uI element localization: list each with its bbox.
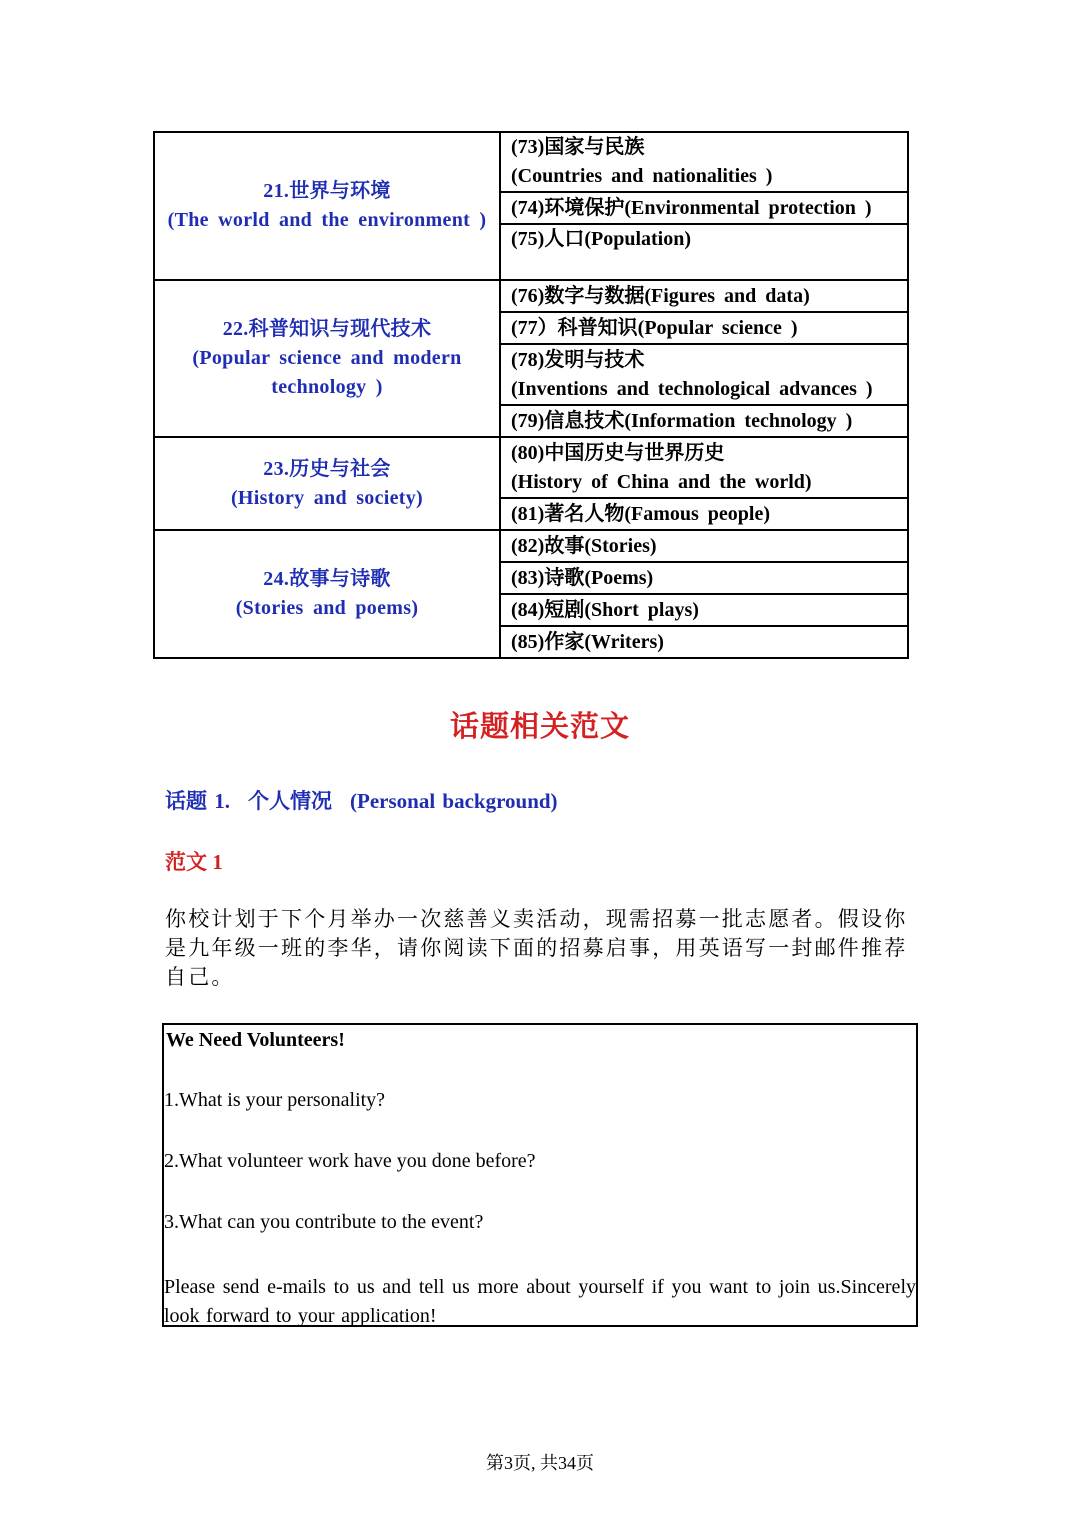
notice-question: 3.What can you contribute to the event?	[164, 1211, 484, 1233]
sub-topic-cell	[500, 224, 908, 280]
main-topic-en: (History and society)	[230, 486, 424, 509]
topic-table-row	[154, 280, 908, 312]
sub-topic-line: (84)短剧(Short plays)	[511, 598, 699, 621]
sub-topic-line: (77）科普知识(Popular science )	[511, 316, 798, 339]
page-heading: 话题相关范文	[449, 711, 630, 743]
sub-topic-line: (History of China and the world)	[511, 470, 812, 493]
sub-topic-cell	[500, 344, 908, 405]
sub-topic-line: (85)作家(Writers)	[511, 630, 664, 653]
notice-question: 1.What is your personality?	[164, 1089, 386, 1111]
sub-topic-line: (76)数字与数据(Figures and data)	[511, 284, 810, 307]
sub-topic-cell	[500, 626, 908, 658]
sub-topic-cell	[500, 498, 908, 530]
sub-topic-cell	[500, 437, 908, 498]
sub-topic-line: (74)环境保护(Environmental protection )	[511, 196, 872, 219]
sub-topic-line: (Inventions and technological advances )	[511, 377, 873, 400]
sample-heading: 范文 1	[165, 850, 223, 874]
topic-table-row	[154, 530, 908, 562]
main-topic-cn: 24.故事与诗歌	[263, 568, 391, 590]
main-topic-cell	[154, 530, 500, 658]
writing-prompt: 你校计划于下个月举办一次慈善义卖活动，现需招募一批志愿者。假设你是九年级一班的李华，请你阅读下面的招募启事，用英语写一封邮件推荐自己。	[165, 907, 908, 989]
sub-topic-line: (79)信息技术(Information technology )	[511, 409, 853, 432]
topic-table	[153, 131, 909, 659]
main-topic-cell	[154, 280, 500, 437]
sub-topic-cell	[500, 280, 908, 312]
main-topic-cn: 21.世界与环境	[263, 180, 391, 202]
sub-topic-line: (73)国家与民族	[511, 136, 645, 158]
volunteer-notice-box	[162, 1023, 918, 1327]
notice-closing: Please send e-mails to us and tell us more about yourself if you want to join us.Sincerely look forward to your application!	[164, 1276, 916, 1327]
sub-topic-line: (75)人口(Population)	[511, 228, 691, 250]
page-footer: 第3页, 共34页	[486, 1453, 594, 1473]
main-topic-en: (Stories and poems)	[235, 597, 419, 619]
sub-topic-cell	[500, 405, 908, 437]
sub-topic-cell	[500, 530, 908, 562]
sub-topic-line: (Countries and nationalities )	[511, 165, 773, 187]
notice-question: 2.What volunteer work have you done before?	[164, 1150, 536, 1172]
topic-table-row	[154, 437, 908, 498]
sub-topic-cell	[500, 594, 908, 626]
sub-topic-cell	[500, 312, 908, 344]
topic-title-en: (Personal background)	[350, 789, 558, 813]
sub-topic-line: (83)诗歌(Poems)	[511, 566, 654, 589]
sub-topic-line: (81)著名人物(Famous people)	[511, 502, 770, 525]
topic-heading	[165, 785, 558, 815]
main-topic-cn: 22.科普知识与现代技术	[222, 318, 432, 340]
main-topic-cn: 23.历史与社会	[263, 457, 391, 480]
sub-topic-line: (82)故事(Stories)	[511, 534, 657, 557]
sub-topic-cell	[500, 562, 908, 594]
main-topic-cell	[154, 437, 500, 530]
notice-title: We Need Volunteers!	[166, 1029, 345, 1051]
sub-topic-line: (78)发明与技术	[511, 348, 645, 371]
main-topic-en: (Popular science and modern technology )	[192, 347, 462, 398]
topic-table-row	[154, 132, 908, 192]
sub-topic-line: (80)中国历史与世界历史	[511, 441, 725, 464]
topic-title-cn: 个人情况	[248, 789, 332, 813]
main-topic-cell	[154, 132, 500, 280]
topic-number: 话题 1.	[165, 789, 230, 813]
sub-topic-cell	[500, 132, 908, 192]
sub-topic-cell	[500, 192, 908, 224]
main-topic-en: (The world and the environment )	[167, 209, 487, 231]
